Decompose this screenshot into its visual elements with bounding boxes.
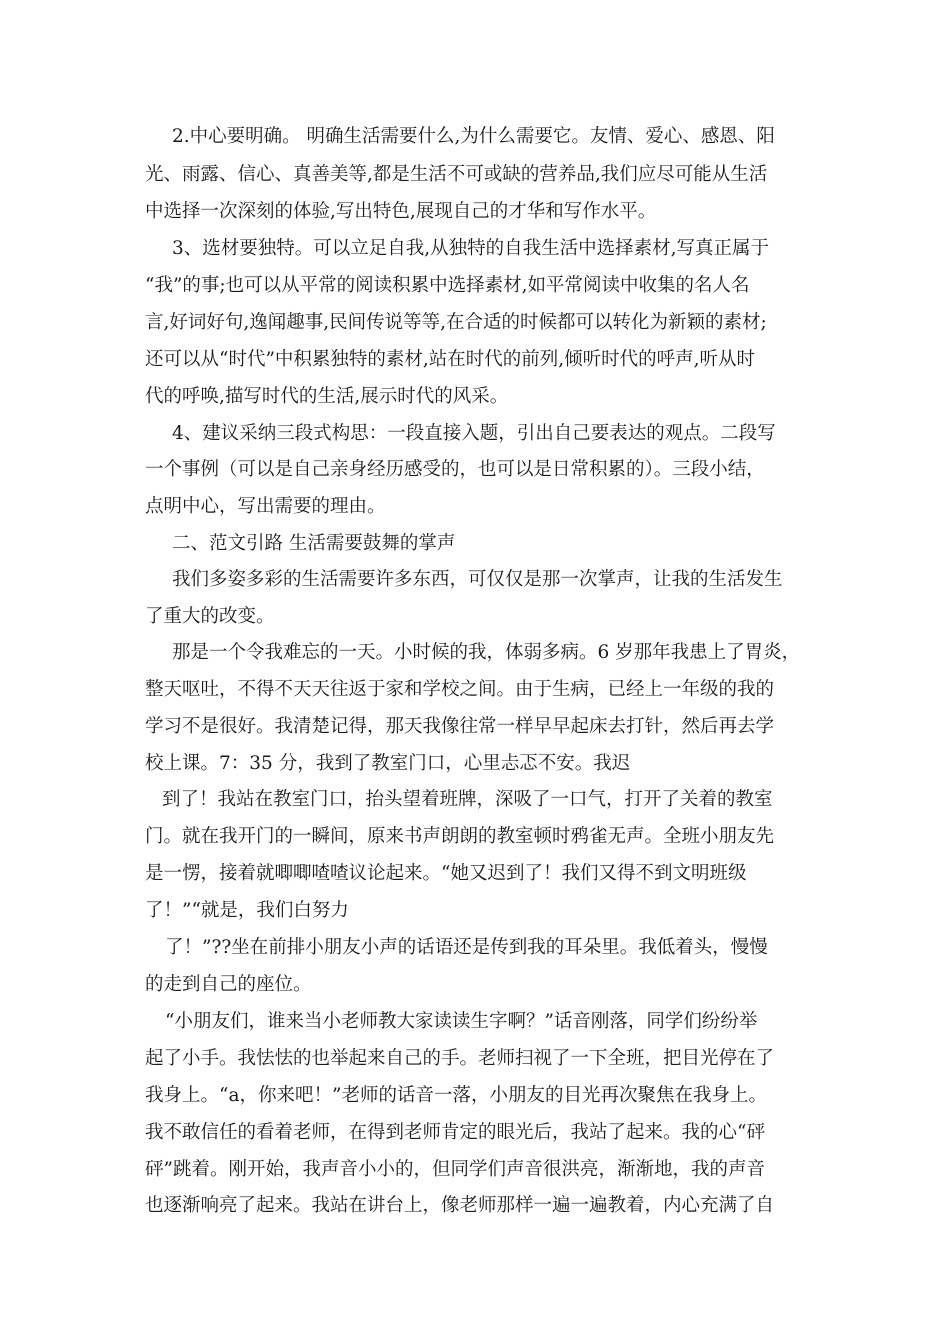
text-line: 我们多姿多彩的生活需要许多东西，可仅仅是那一次掌声，让我的生活发生 (172, 569, 783, 590)
text-line: 了！”“就是，我们白努力 (145, 900, 349, 921)
text-line: 言,好词好句,逸闻趣事,民间传说等等,在合适的时候都可以转化为新颖的素材; (145, 312, 767, 333)
text-line: 了！”??坐在前排小朋友小声的话语还是传到我的耳朵里。我低着头，慢慢 (165, 937, 768, 958)
text-line: 了重大的改变。 (145, 606, 275, 627)
text-line: “小朋友们，谁来当小老师教大家读读生字啊？”话音刚落，同学们纷纷举 (165, 1011, 758, 1032)
text-line: 起了小手。我怯怯的也举起来自己的手。老师扫视了一下全班，把目光停在了 (145, 1048, 775, 1069)
text-line: 到了！我站在教室门口，抬头望着班牌，深吸了一口气，打开了关着的教室 (162, 789, 773, 810)
text-line: 那是一个令我难忘的一天。小时候的我，体弱多病。6 岁那年我患上了胃炎， (172, 642, 801, 663)
text-line: 3、选材要独特。可以立足自我,从独特的自我生活中选择素材,写真正属于 (172, 238, 770, 259)
text-line: 是一愣，接着就唧唧喳喳议论起来。“她又迟到了！我们又得不到文明班级 (145, 863, 747, 884)
text-line: 还可以从“时代”中积累独特的素材,站在时代的前列,倾听时代的呼声,听从时 (145, 349, 756, 370)
text-line: 2.中心要明确。 明确生活需要什么,为什么需要它。友情、爱心、感恩、阳 (172, 126, 775, 147)
section-heading: 二、范文引路 生活需要鼓舞的掌声 (172, 533, 456, 554)
text-line: 门。就在我开门的一瞬间，原来书声朗朗的教室顿时鸦雀无声。全班小朋友先 (145, 826, 775, 847)
text-line: 校上课。7：35 分，我到了教室门口，心里忐忑不安。我迟 (145, 753, 631, 774)
text-line: 学习不是很好。我清楚记得，那天我像往常一样早早起床去打针，然后再去学 (145, 716, 775, 737)
text-line: 我身上。“a，你来吧！”老师的话音一落，小朋友的目光再次聚焦在我身上。 (145, 1085, 767, 1106)
text-line: “我”的事;也可以从平常的阅读积累中选择素材,如平常阅读中收集的名人名 (145, 275, 750, 296)
text-line: 代的呼唤,描写时代的生活,展示时代的风采。 (145, 386, 509, 407)
text-line: 点明中心，写出需要的理由。 (145, 496, 386, 517)
text-line: 4、建议采纳三段式构思：一段直接入题，引出自己要表达的观点。二段写 (172, 423, 776, 444)
text-line: 也逐渐响亮了起来。我站在讲台上，像老师那样一遍一遍教着，内心充满了自 (145, 1195, 775, 1216)
text-line: 一个事例（可以是自己亲身经历感受的，也可以是日常积累的）。三段小结， (145, 459, 765, 480)
text-line: 中选择一次深刻的体验,写出特色,展现自己的才华和写作水平。 (145, 201, 657, 222)
text-line: 砰”跳着。刚开始，我声音小小的，但同学们声音很洪亮，渐渐地，我的声音 (145, 1159, 765, 1180)
text-line: 的走到自己的座位。 (145, 974, 312, 995)
text-line: 整天呕吐，不得不天天往返于家和学校之间。由于生病，已经上一年级的我的 (145, 679, 775, 700)
text-line: 光、雨露、信心、真善美等,都是生活不可或缺的营养品,我们应尽可能从生活 (145, 164, 768, 185)
text-line: 我不敢信任的看着老师，在得到老师肯定的眼光后，我站了起来。我的心“砰 (145, 1122, 765, 1143)
